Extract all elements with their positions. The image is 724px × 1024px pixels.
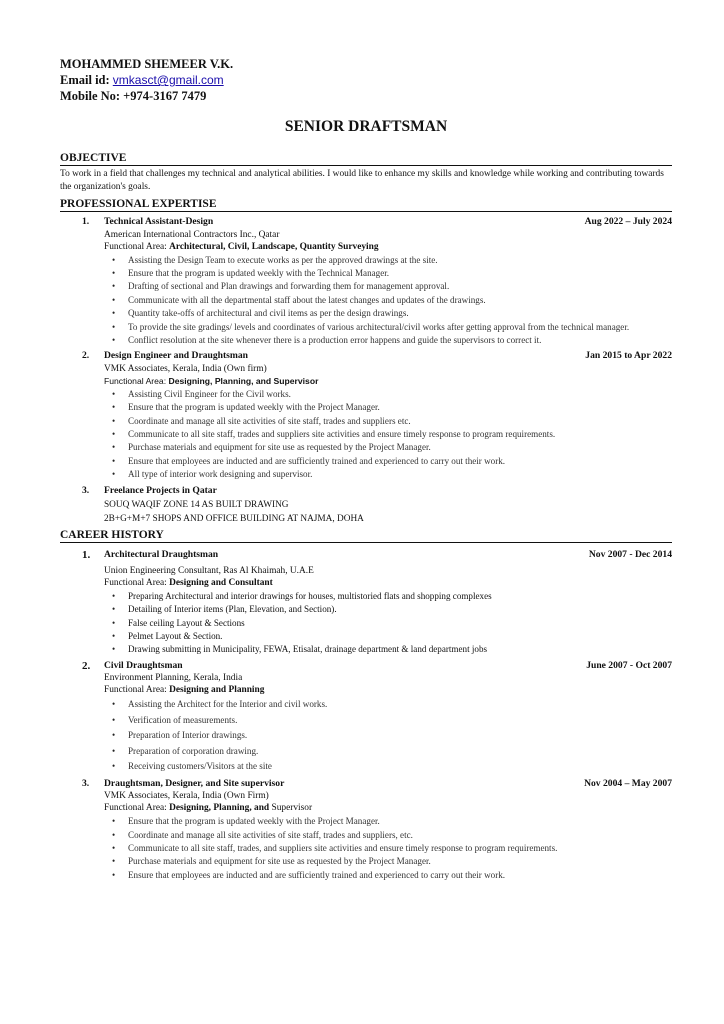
list-item: • All type of interior work designing and supervisor.	[118, 468, 672, 481]
list-item: • Communicate with all the departmental staff about the latest changes and updates of the drawings.	[118, 294, 672, 307]
list-item: • Quantity take-offs of architectural and civil items as per the design drawings.	[118, 307, 672, 320]
list-item: • To provide the site gradings/ levels and coordinates of various architectural/civil works after getting approval from the technical manager.	[118, 321, 672, 334]
list-item: • Drawing submitting in Municipality, FEWA, Etisalat, drainage department & land department jobs	[118, 643, 672, 656]
entry-dates: June 2007 - Oct 2007	[586, 659, 672, 671]
entry-area	[82, 375, 672, 387]
entry-company: Environment Planning, Kerala, India	[104, 673, 243, 684]
entry-company: Union Engineering Consultant, Ras Al Khaimah, U.A.E	[104, 565, 314, 576]
list-item: • Purchase materials and equipment for site use as requested by the Project Manager.	[118, 855, 672, 868]
entry-area	[82, 577, 672, 589]
entry-bullets	[82, 590, 672, 657]
entry-number: 1.	[82, 549, 91, 562]
expertise-entry	[82, 216, 672, 347]
entry-header	[82, 350, 672, 363]
list-item: • Verification of measurements.	[118, 713, 672, 729]
email-link[interactable]: vmkasct@gmail.com	[112, 73, 224, 87]
list-item: • Coordinate and manage all site activities of site staff, trades and suppliers etc.	[118, 415, 672, 428]
entry-company: American International Contractors Inc., Qatar	[104, 229, 280, 240]
entry-bullets	[82, 697, 672, 775]
entry-bullets	[82, 388, 672, 482]
project-line: 2B+G+M+7 SHOPS AND OFFICE BUILDING AT NAJMA, DOHA	[104, 513, 364, 524]
list-item: • Communicate to all site staff, trades and suppliers site activities and ensure timely response to program requirements.	[118, 428, 672, 441]
entry-title: Civil Draughtsman	[104, 659, 183, 671]
objective-text: To work in a field that challenges my technical and analytical abilities. I would like to enhance my skills and knowledge while working and contributing towards the organization's goals.	[60, 169, 664, 192]
list-item: • Conflict resolution at the site whenever there is a production error happens and guide the supervisors to correct it.	[118, 334, 672, 347]
entry-number: 3.	[82, 484, 90, 496]
project-line: SOUQ WAQIF ZONE 14 AS BUILT DRAWING	[104, 500, 289, 511]
area-value: Designing, Planning, and Supervisor	[168, 375, 319, 386]
list-item: • Assisting the Design Team to execute works as per the approved drawings at the site.	[118, 254, 672, 267]
entry-number: 3.	[82, 777, 90, 789]
mobile-line: Mobile No: +974-3167 7479	[60, 89, 207, 103]
list-item: • Preparation of Interior drawings.	[118, 728, 672, 744]
expertise-entry	[82, 350, 672, 481]
list-item: • Ensure that the program is updated weekly with the Project Manager.	[118, 401, 672, 414]
list-item: • Ensure that employees are inducted and are sufficiently trained and experienced to carry out their work.	[118, 869, 672, 882]
list-item: • Ensure that the program is updated weekly with the Technical Manager.	[118, 267, 672, 280]
area-value: Designing and Planning	[169, 685, 265, 696]
resume-page	[60, 56, 672, 885]
list-item: • Assisting Civil Engineer for the Civil works.	[118, 388, 672, 401]
area-value: Designing and Consultant	[169, 577, 273, 588]
entry-header	[82, 485, 672, 498]
resume-title: SENIOR DRAFTSMAN	[284, 118, 448, 135]
area-value: Architectural, Civil, Landscape, Quantity Surveying	[169, 241, 379, 252]
entry-dates: Jan 2015 to Apr 2022	[585, 350, 672, 362]
email-line	[60, 72, 672, 88]
list-item: • Detailing of Interior items (Plan, Elevation, and Section).	[118, 603, 672, 616]
email-label: Email id:	[60, 73, 110, 87]
entry-area	[82, 684, 672, 696]
entry-company: VMK Associates, Kerala, India (Own firm)	[104, 363, 267, 374]
entry-title: Architectural Draughtsman	[104, 549, 219, 561]
entry-header	[82, 549, 672, 562]
area-value: Designing, Planning, and	[169, 803, 270, 814]
area-label: Functional Area:	[104, 803, 167, 814]
list-item: • Coordinate and manage all site activities of site staff, trades and suppliers, etc.	[118, 829, 672, 842]
list-item: • Preparing Architectural and interior drawings for houses, multistoried flats and shopping complexes	[118, 590, 672, 603]
entry-header	[82, 216, 672, 229]
career-entry	[82, 660, 672, 775]
area-tail: Supervisor	[271, 803, 313, 814]
career-entry	[82, 549, 672, 657]
list-item: • Purchase materials and equipment for site use as requested by the Project Manager.	[118, 441, 672, 454]
candidate-name: MOHAMMED SHEMEER V.K.	[60, 57, 234, 71]
area-label: Functional Area:	[104, 375, 167, 386]
list-item: • Ensure that the program is updated weekly with the Project Manager.	[118, 815, 672, 828]
entry-title: Draughtsman, Designer, and Site supervisor	[104, 777, 285, 789]
entry-header	[82, 660, 672, 673]
entry-company: VMK Associates, Kerala, India (Own Firm)	[104, 791, 269, 802]
career-heading: CAREER HISTORY	[60, 529, 672, 543]
list-item: • Drafting of sectional and Plan drawings and forwarding them for management approval.	[118, 280, 672, 293]
list-item: • Ensure that employees are inducted and are sufficiently trained and experienced to carry out their work.	[118, 455, 672, 468]
list-item: • Assisting the Architect for the Interior and civil works.	[118, 697, 672, 713]
entry-dates: Aug 2022 – July 2024	[584, 216, 672, 227]
entry-area	[82, 802, 672, 814]
entry-number: 2.	[82, 350, 90, 362]
entry-title: Technical Assistant-Design	[104, 216, 214, 227]
entry-bullets	[82, 254, 672, 348]
list-item: • Receiving customers/Visitors at the site	[118, 759, 672, 775]
entry-area	[82, 241, 672, 253]
entry-bullets	[82, 815, 672, 882]
area-label: Functional Area:	[104, 577, 167, 588]
entry-number: 1.	[82, 216, 90, 227]
career-entry	[82, 778, 672, 883]
list-item: • Preparation of corporation drawing.	[118, 744, 672, 760]
list-item: • Pelmet Layout & Section.	[118, 630, 672, 643]
objective-heading: OBJECTIVE	[60, 152, 672, 166]
expertise-entry	[82, 485, 672, 526]
entry-title: Freelance Projects in Qatar	[104, 484, 217, 496]
area-label: Functional Area:	[104, 685, 167, 696]
entry-number: 2.	[82, 659, 91, 672]
list-item: • False ceiling Layout & Sections	[118, 617, 672, 630]
list-item: • Communicate to all site staff, trades, and suppliers site activities and ensure timely response to program requirements.	[118, 842, 672, 855]
entry-dates: Nov 2004 – May 2007	[584, 777, 672, 789]
area-label: Functional Area:	[104, 241, 167, 252]
entry-header	[82, 778, 672, 791]
entry-title: Design Engineer and Draughtsman	[104, 350, 249, 362]
entry-dates: Nov 2007 - Dec 2014	[588, 549, 672, 561]
expertise-heading: PROFESSIONAL EXPERTISE	[60, 198, 672, 212]
